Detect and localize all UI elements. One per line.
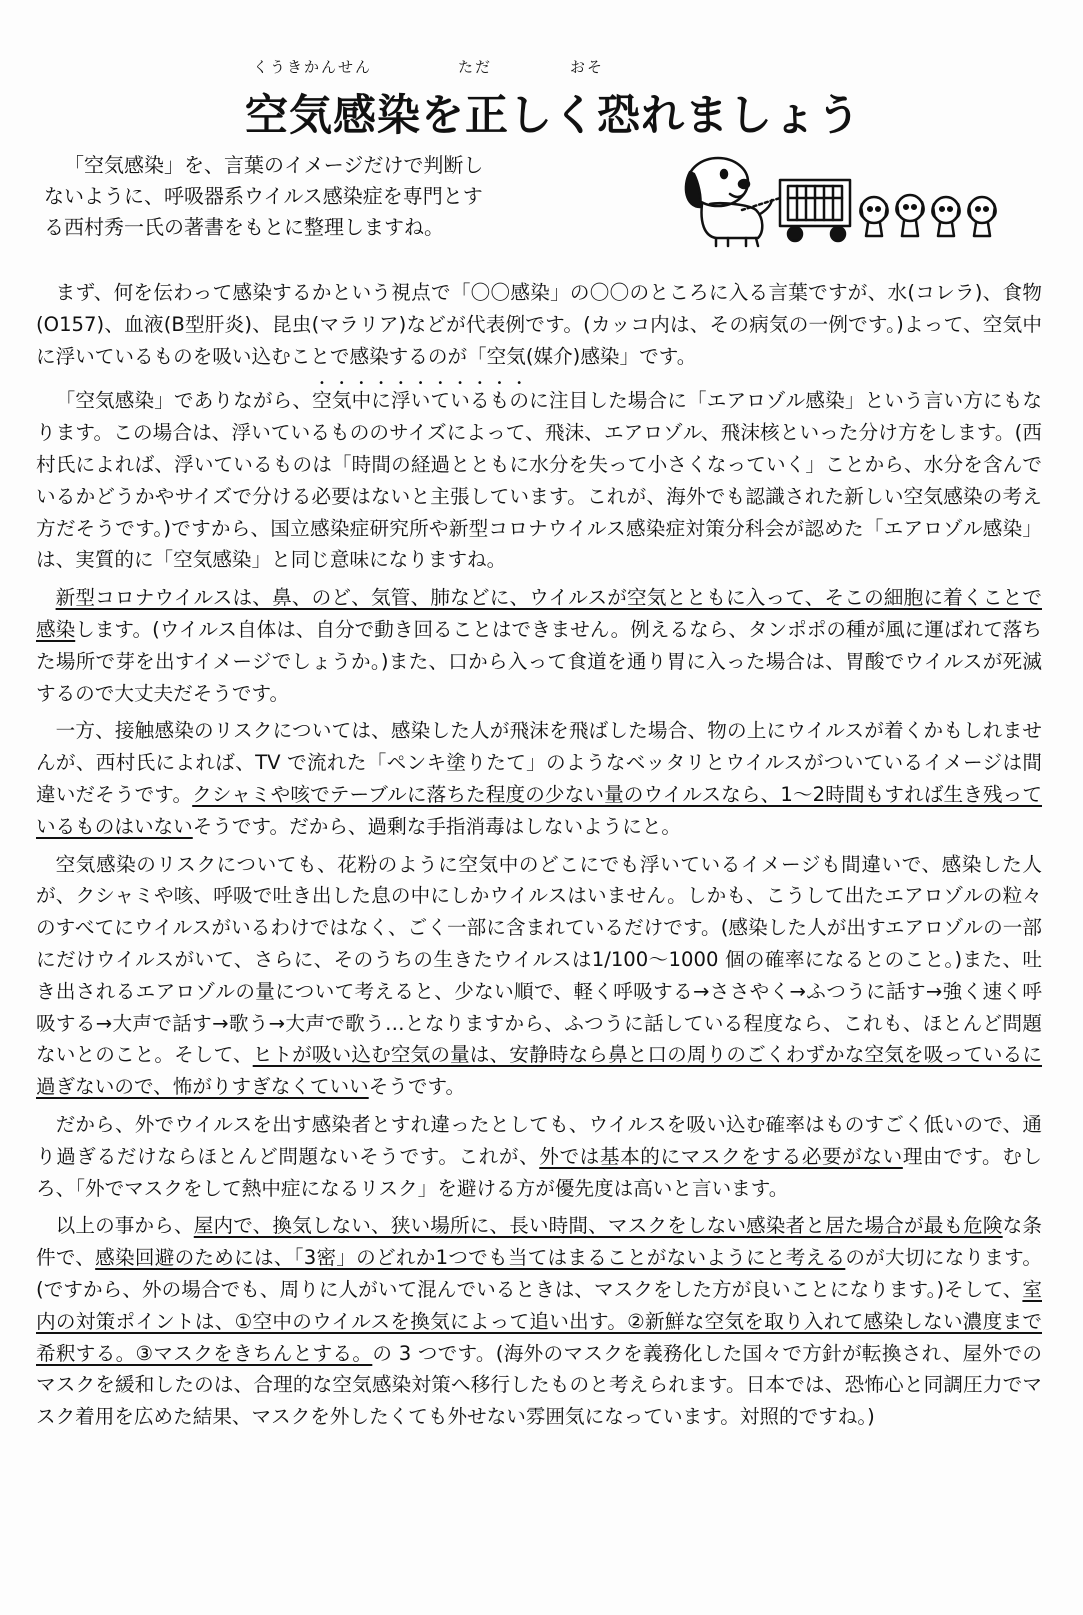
paragraph-7-underline-1: 屋内で、換気しない、狭い場所に、長い時間、マスクをしない感染者と居た場合が最も危険 xyxy=(193,1214,1003,1238)
paragraph-4-text-a: 一方、接触感染のリスクについては、感染した人が飛沫を飛ばした場合、物の上にウイルスが着くかもしれませんが、西村氏によれば、TV で流れた「ペンキ塗りたて」のようなベッタリとウイルスがついているイメージは間違いだそうです。 xyxy=(36,719,1042,806)
paragraph-1-text: まず、何を伝わって感染するかという視点で「〇〇感染」の〇〇のところに入る言葉ですが、水(コレラ)、食物(O157)、血液(B型肝炎)、昆虫(マラリア)などが代表例です。(カッコ内は、その病気の一例です。)よって、空気中に浮いているものを吸い込むことで感染するのが「空気(媒介)感染」です。 xyxy=(36,281,1042,368)
intro-paragraph: 「空気感染」を、言葉のイメージだけで判断しないように、呼吸器系ウイルス感染症を専門とする西村秀一氏の著書をもとに整理しますね。 xyxy=(44,153,484,239)
paragraph-4-underline: クシャミや咳でテーブルに落ちた程度の少ない量のウイルスなら、1〜2時間もすれば生き残っているものはいない xyxy=(36,782,1042,838)
dog-cart-illustration xyxy=(680,152,1050,252)
paragraph-7-underline-2: 感染回避のためには、「3密」のどれか1つでも当てはまることがないようにと考える xyxy=(95,1246,846,1270)
paragraph-6-underline: 外では基本的にマスクをする必要がない xyxy=(539,1144,903,1168)
paragraph-2 xyxy=(36,378,1042,576)
paragraph-1 xyxy=(36,277,1042,372)
dog-pulling-abacus-cart-with-puppies-icon xyxy=(680,152,1050,252)
page-title: 空気感染を正しく恐れましょう xyxy=(245,91,861,141)
paragraph-7 xyxy=(36,1210,1042,1433)
paragraph-7-underline-3: 室内の対策ポイントは、①空中のウイルスを換気によって追い出す。②新鮮な空気を取り入れて感染しない濃度まで希釈する。③マスクをきちんとする。 xyxy=(36,1277,1042,1365)
paragraph-6-text-a: だから、外でウイルスを出す感染者とすれ違ったとしても、ウイルスを吸い込む確率はものすごく低いので、通り過ぎるだけならほとんど問題ないそうです。これが、 xyxy=(36,1112,1042,1168)
paragraph-5-text-a: 空気感染のリスクについても、花粉のように空気中のどこにでも浮いているイメージも間違いで、感染した人が、クシャミや咳、呼吸で吐き出した息の中にしかウイルスはいません。しかも、こうして出たエアロゾルの粒々のすべてにウイルスがいるわけではなく、ごく一部に含まれているだけです。(感染した人が出すエアロゾルの一部にだけウイルスがいて、さらに、そのうちの生きたウイルスは1/100〜1000 個の確率になるとのこと。)また、吐き出されるエアロゾルの量について考えると、少ない順で、軽く呼吸する→ささやく→ふつうに話す→強く速く呼吸する→大声で話す→歌う→大声で歌う…となりますから、ふつうに話している程度なら、これも、ほとんど問題ないとのこと。そして、 xyxy=(36,852,1042,1067)
title-ruby-oso: おそ xyxy=(570,58,605,76)
paragraph-7-text-c: のが大切になります。(ですから、外の場合でも、周りに人がいて混んでいるときは、マスクをした方が良いことになります。)そして、 xyxy=(36,1246,1042,1301)
paragraph-2-emphasis: 空気中に浮いているもの xyxy=(312,389,530,413)
paragraph-5-underline: ヒトが吸い込む空気の量は、安静時なら鼻と口の周りのごくわずかな空気を吸っているに過ぎないので、怖がりすぎなくていい xyxy=(36,1043,1042,1099)
paragraph-7-text-a: 以上の事から、 xyxy=(55,1214,194,1238)
paragraph-2-text-a: 「空気感染」でありながら、 xyxy=(55,389,313,413)
title-ruby-tada: ただ xyxy=(458,58,493,76)
paragraph-3-underline: 新型コロナウイルスは、鼻、のど、気管、肺などに、ウイルスが空気とともに入って、そこの細胞に着くことで感染 xyxy=(36,586,1042,641)
paragraph-4 xyxy=(36,715,1042,842)
paragraph-5-text-b: そうです。 xyxy=(368,1075,466,1099)
paragraph-3-text: します。(ウイルス自体は、自分で動き回ることはできません。例えるなら、タンポポの種が風に運ばれて落ちた場所で芽を出すイメージでしょうか。)また、口から入って食道を通り胃に入った場合は、胃酸でウイルスが死滅するので大丈夫だそうです。 xyxy=(36,617,1043,705)
paragraph-6-text-b: 理由です。むしろ、「外でマスクをして熱中症になるリスク」を避ける方が優先度は高いと言います。 xyxy=(36,1144,1043,1200)
title-block xyxy=(245,56,861,141)
paragraph-7-text-d: の 3 つです。(海外のマスクを義務化した国々で方針が転換され、屋外でのマスクを緩和したのは、合理的な空気感染対策へ移行したものと考えられます。日本では、恐怖心と同調圧力でマスク着用を広めた結果、マスクを外したくても外せない雰囲気になっています。対照的ですね。) xyxy=(36,1341,1042,1429)
article-body xyxy=(36,277,1042,1439)
paragraph-7-text-b: な条件で、 xyxy=(36,1214,1043,1270)
paragraph-5 xyxy=(36,849,1042,1103)
paragraph-6 xyxy=(36,1109,1042,1204)
paragraph-2-text-b: に注目した場合に「エアロゾル感染」という言い方にもなります。この場合は、浮いているもののサイズによって、飛沫、エアロゾル、飛沫核といった分け方をします。(西村氏によれば、浮いているものは「時間の経過とともに水分を失って小さくなっていく」ことから、水分を含んでいるかどうかやサイズで分ける必要はないと主張しています。これが、海外でも認識された新しい空気感染の考え方だそうです。)ですから、国立感染症研究所や新型コロナウイルス感染症対策分科会が認めた「エアロゾル感染」は、実質的に「空気感染」と同じ意味になりますね。 xyxy=(36,389,1043,572)
paragraph-3 xyxy=(36,582,1042,709)
paragraph-4-text-b: そうです。だから、過剰な手指消毒はしないようにと。 xyxy=(192,814,682,838)
title-ruby-kuukikansen: くうきかんせん xyxy=(253,58,373,76)
